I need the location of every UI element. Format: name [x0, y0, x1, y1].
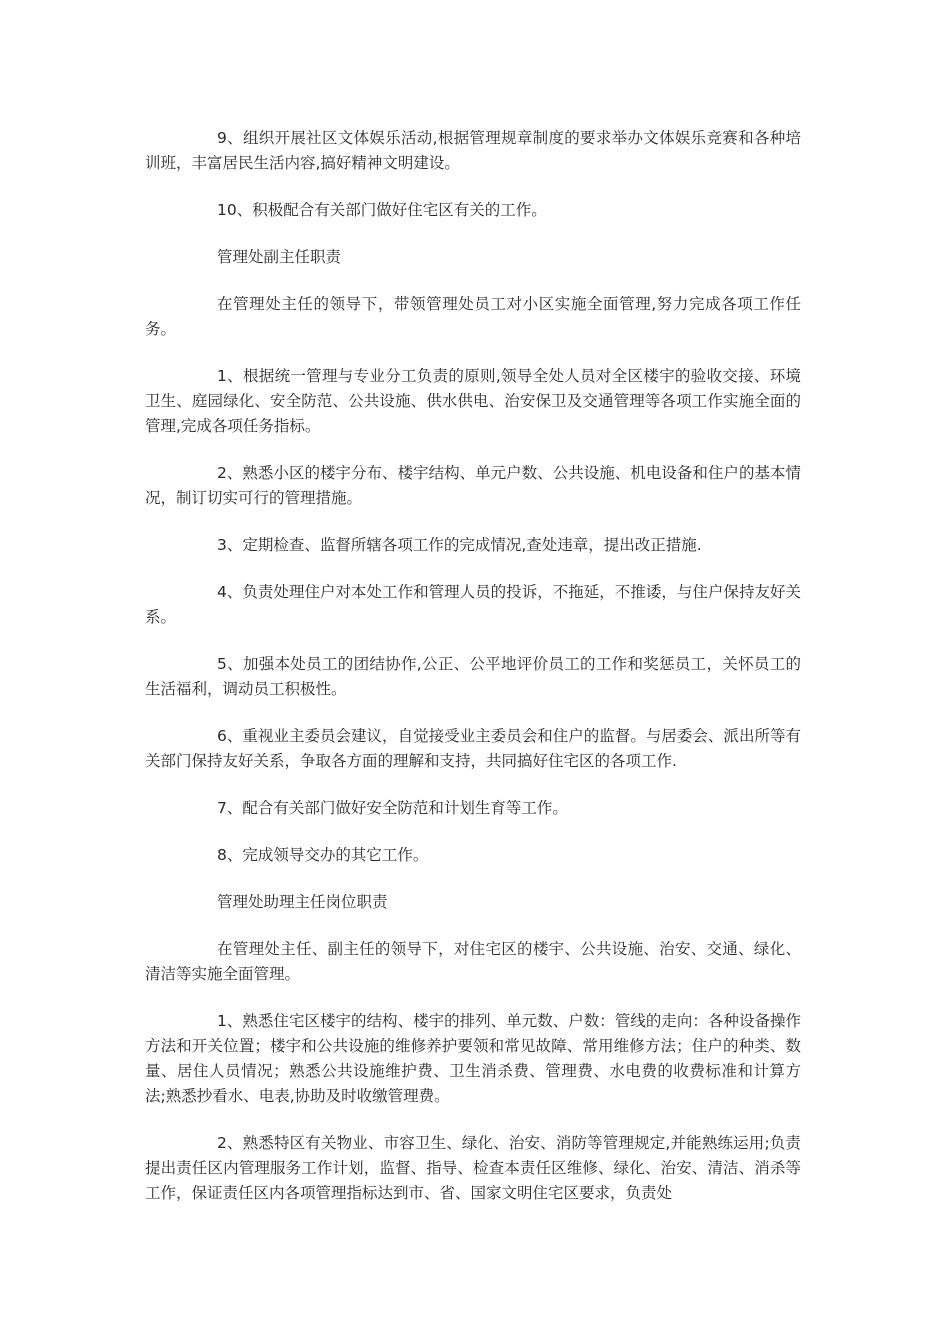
section-heading-assistant-director: 管理处助理主任岗位职责 — [217, 893, 388, 911]
paragraph-assistant-intro: 在管理处主任、副主任的领导下，对住宅区的楼宇、公共设施、治安、交通、绿化、清洁等实施全面管理。 — [145, 940, 801, 983]
paragraph-assistant-item-1: 1、熟悉住宅区楼宇的结构、楼宇的排列、单元数、户数：管线的走向：各种设备操作方法和开关位置；楼宇和公共设施的维修养护要领和常见故障、常用维修方法；住户的种类、数量、居住人员情况；熟悉公共设施维护费、卫生消杀费、管理费、水电费的收费标准和计算方法;熟悉抄看水、电表,协助及时收缴管理费。 — [145, 1012, 801, 1105]
paragraph-item-9-culture: 9、组织开展社区文体娱乐活动,根据管理规章制度的要求举办文体娱乐竞赛和各种培训班，丰富居民生活内容,搞好精神文明建设。 — [145, 129, 801, 172]
document-page — [145, 126, 801, 1228]
paragraph-deputy-item-4: 4、负责处理住户对本处工作和管理人员的投诉，不拖延，不推诿，与住户保持友好关系。 — [145, 583, 801, 626]
paragraph-deputy-item-5: 5、加强本处员工的团结协作,公正、公平地评价员工的工作和奖惩员工，关怀员工的生活福利，调动员工积极性。 — [145, 655, 801, 698]
paragraph-deputy-intro: 在管理处主任的领导下，带领管理处员工对小区实施全面管理,努力完成各项工作任务。 — [145, 295, 801, 338]
paragraph-assistant-item-2: 2、熟悉特区有关物业、市容卫生、绿化、治安、消防等管理规定,并能熟练运用;负责提出责任区内管理服务工作计划，监督、指导、检查本责任区维修、绿化、治安、清洁、消杀等工作，保证责任区内各项管理指标达到市、省、国家文明住宅区要求，负责处 — [145, 1134, 801, 1202]
paragraph-deputy-item-8: 8、完成领导交办的其它工作。 — [217, 846, 429, 864]
paragraph-deputy-item-7: 7、配合有关部门做好安全防范和计划生育等工作。 — [217, 799, 568, 817]
paragraph-item-10-cooperate: 10、积极配合有关部门做好住宅区有关的工作。 — [217, 201, 547, 219]
paragraph-deputy-item-1: 1、根据统一管理与专业分工负责的原则,领导全处人员对全区楼宇的验收交接、环境卫生、庭园绿化、安全防范、公共设施、供水供电、治安保卫及交通管理等各项工作实施全面的管理,完成各项任务指标。 — [145, 367, 801, 435]
paragraph-deputy-item-3: 3、定期检查、监督所辖各项工作的完成情况,查处违章，提出改正措施. — [217, 536, 702, 554]
section-heading-deputy-director: 管理处副主任职责 — [217, 248, 342, 266]
paragraph-deputy-item-2: 2、熟悉小区的楼宇分布、楼宇结构、单元户数、公共设施、机电设备和住户的基本情况，制订切实可行的管理措施。 — [145, 464, 801, 507]
paragraph-deputy-item-6: 6、重视业主委员会建议，自觉接受业主委员会和住户的监督。与居委会、派出所等有关部门保持友好关系，争取各方面的理解和支持，共同搞好住宅区的各项工作. — [145, 727, 801, 770]
